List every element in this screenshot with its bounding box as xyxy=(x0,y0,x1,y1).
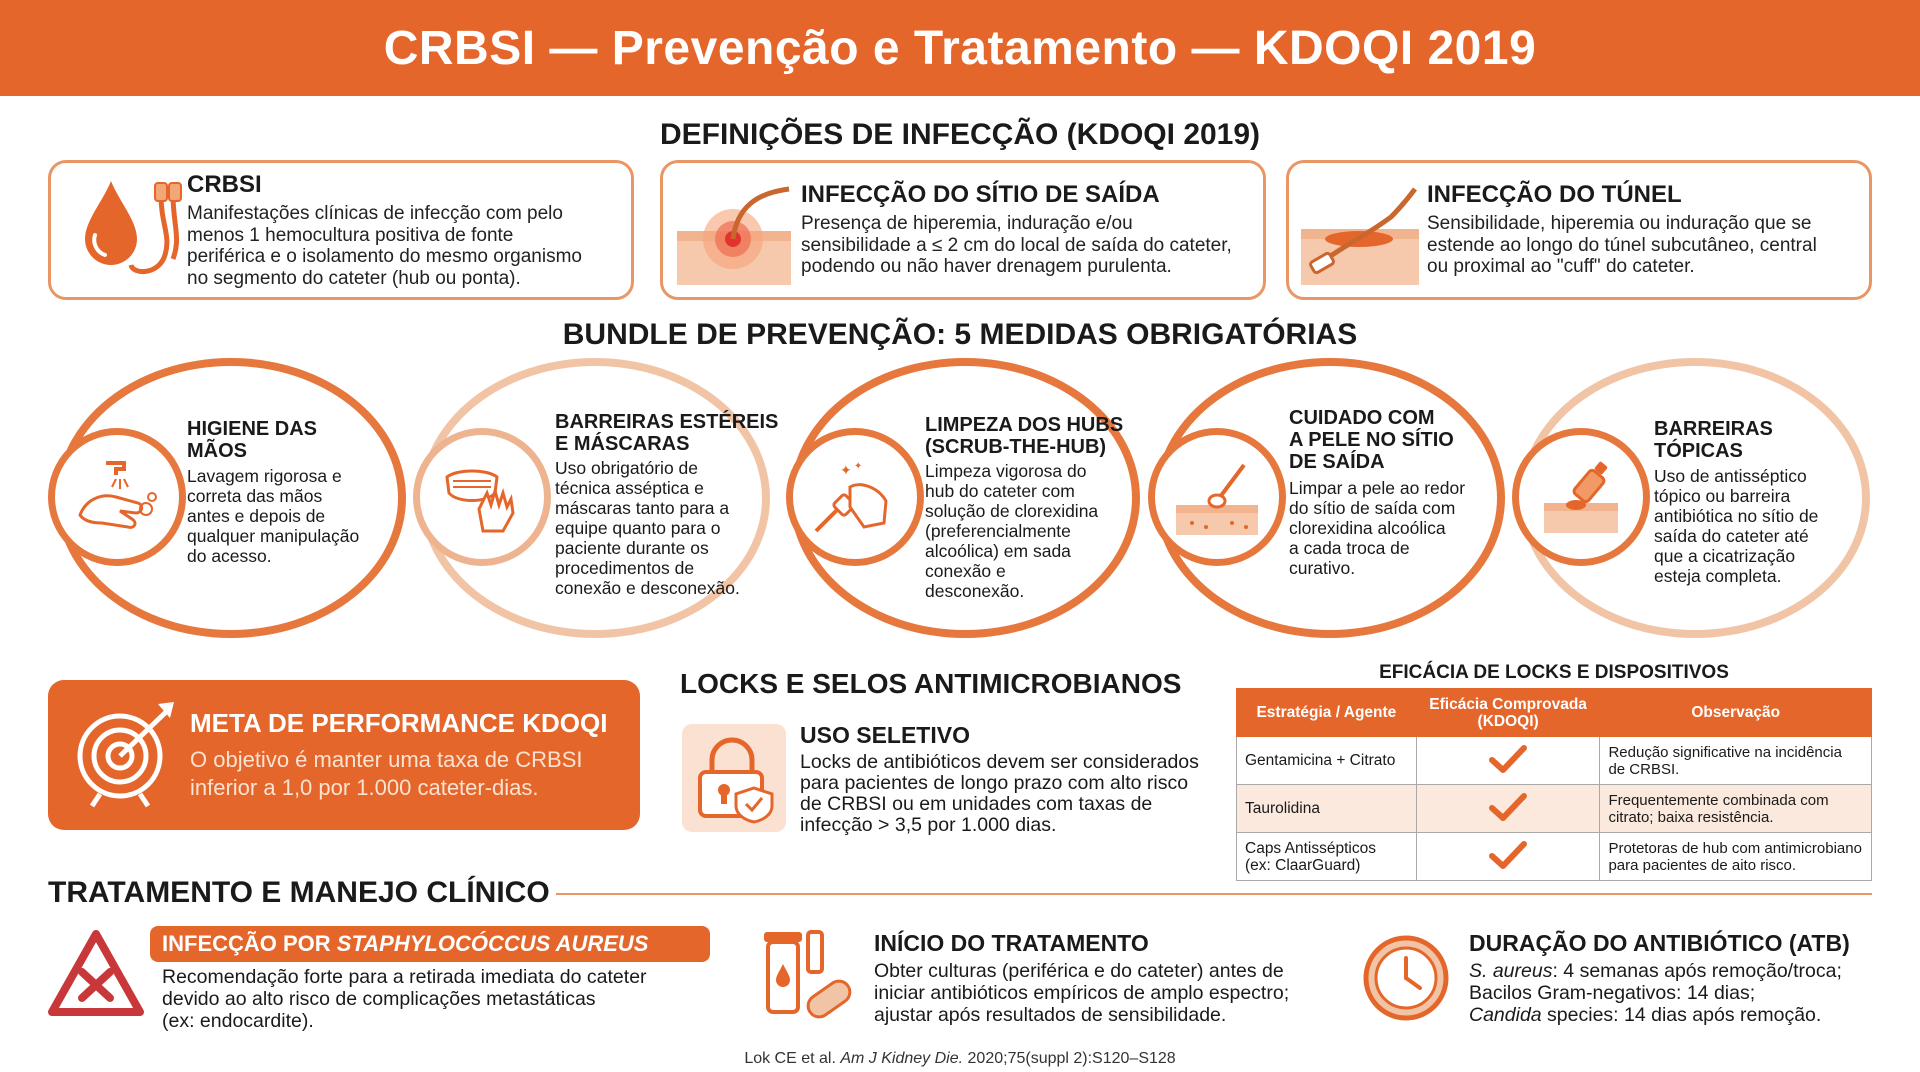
treatment-start-title: INÍCIO DO TRATAMENTO xyxy=(874,930,1149,956)
text-line: clorexidina alcoólica xyxy=(1289,518,1446,538)
staph-title-organism: STAPHYLOCÓCCUS AUREUS xyxy=(336,931,649,956)
text-line: (ex: endocardite). xyxy=(162,1010,314,1032)
text-line: HIGIENE DAS xyxy=(187,418,318,440)
text-line: iniciar antibióticos empíricos de amplo espectro; xyxy=(874,982,1290,1004)
text-line: ou proximal ao "cuff" do cateter. xyxy=(1427,256,1695,277)
text-line: paciente durante os xyxy=(555,538,709,558)
citation-journal: Am J Kidney Die. xyxy=(840,1050,964,1067)
text-line: tópico ou barreira xyxy=(1654,486,1791,506)
citation-authors: Lok CE et al. xyxy=(744,1050,841,1067)
text-line: Limpeza vigorosa do xyxy=(925,461,1087,481)
organism-name: Candida xyxy=(1469,1004,1542,1026)
bundle-icon-ring xyxy=(1512,428,1650,566)
text-line: a cada troca de xyxy=(1289,538,1410,558)
text-line: qualquer manipulação xyxy=(187,526,360,546)
efficacy-table xyxy=(1236,688,1872,881)
text-line: citrato; baixa resistência. xyxy=(1608,808,1774,826)
bundle-icon-ring xyxy=(48,428,186,566)
staph-title-bar xyxy=(150,926,710,962)
table-header-row xyxy=(1237,689,1872,737)
observation-cell xyxy=(1600,737,1872,785)
observation-cell xyxy=(1600,785,1872,833)
locks-subtitle: USO SELETIVO xyxy=(800,722,970,748)
duration-text: species: 14 dias após remoção. xyxy=(1541,1004,1822,1026)
text-line: MÃOS xyxy=(187,440,247,462)
bundle-item-title xyxy=(555,411,778,455)
exit-site-inflammation-icon xyxy=(677,177,791,285)
bundle-item-description xyxy=(555,458,740,598)
text-line: podendo ou não haver drenagem purulenta. xyxy=(801,256,1172,277)
bundle-section-title: BUNDLE DE PREVENÇÃO: 5 MEDIDAS OBRIGATÓRIAS xyxy=(562,318,1358,351)
text-line: Frequentemente combinada com xyxy=(1608,791,1829,809)
text-line xyxy=(1469,1004,1842,1026)
atb-duration-description xyxy=(1469,960,1842,1026)
bundle-item-title xyxy=(925,414,1123,458)
text-line: Protetoras de hub com antimicrobiano xyxy=(1608,839,1862,857)
header-banner xyxy=(0,0,1920,96)
bundle-item-title xyxy=(1654,418,1773,462)
definition-description xyxy=(1427,213,1817,278)
text-line: CUIDADO COM xyxy=(1289,407,1435,429)
text-line: Lavagem rigorosa e xyxy=(187,466,342,486)
mask-gloves-icon xyxy=(437,457,527,537)
text-line: (preferencialmente xyxy=(925,521,1071,541)
svg-text:✦: ✦ xyxy=(840,463,852,479)
text-line: alcoólica) em sada xyxy=(925,541,1071,561)
text-line: DE SAÍDA xyxy=(1289,451,1385,473)
bundle-icon-ring xyxy=(413,428,551,566)
efficacy-cell xyxy=(1416,785,1600,833)
topical-antiseptic-icon xyxy=(1536,457,1626,537)
text-line: periférica e o isolamento do mesmo organismo xyxy=(187,246,582,267)
text-line: devido ao alto risco de complicações metastáticas xyxy=(162,988,596,1010)
definition-card-crbsi xyxy=(48,160,634,300)
column-header-efficacy xyxy=(1416,689,1600,737)
text-line: conexão e desconexão. xyxy=(555,578,740,598)
skin-swab-icon xyxy=(1172,457,1262,537)
bundle-item-title xyxy=(1289,407,1454,473)
text-line: procedimentos de xyxy=(555,558,695,578)
text-line: esteja completa. xyxy=(1654,566,1782,586)
text-line: (SCRUB-THE-HUB) xyxy=(925,436,1107,458)
bundle-item-description xyxy=(925,461,1098,601)
text-line: equipe quanto para o xyxy=(555,518,721,538)
text-line: hub do cateter com xyxy=(925,481,1075,501)
text-line: E MÁSCARAS xyxy=(555,433,690,455)
text-line: infecção > 3,5 por 1.000 dias. xyxy=(800,814,1057,836)
treatment-section-title: TRATAMENTO E MANEJO CLÍNICO xyxy=(48,876,550,909)
bundle-item-title xyxy=(187,418,317,462)
column-header-strategy: Estratégia / Agente xyxy=(1237,689,1417,737)
text-line: Caps Antissépticos xyxy=(1245,839,1376,857)
bundle-item-description xyxy=(187,466,359,566)
bundle-item-description xyxy=(1654,466,1818,586)
text-line: Gentamicina + Citrato xyxy=(1245,752,1396,769)
definitions-section-title: DEFINIÇÕES DE INFECÇÃO (KDOQI 2019) xyxy=(659,118,1261,151)
citation xyxy=(0,1050,1920,1068)
text-line: BARREIRAS xyxy=(1654,418,1773,440)
text-line: saída do cateter até xyxy=(1654,526,1809,546)
locks-description xyxy=(800,752,1199,836)
locks-icon-box xyxy=(682,724,786,832)
text-line: sensibilidade a ≤ 2 cm do local de saída do cateter, xyxy=(801,234,1232,256)
text-line: LIMPEZA DOS HUBS xyxy=(925,414,1124,436)
text-line: (KDOQI) xyxy=(1477,712,1539,730)
text-line: conexão e xyxy=(925,561,1006,581)
text-line: no segmento do cateter (hub ou ponta). xyxy=(187,267,521,289)
table-row xyxy=(1237,833,1872,881)
duration-text: : 4 semanas após remoção/troca; xyxy=(1552,960,1842,982)
text-line: O objetivo é manter uma taxa de CRBSI xyxy=(190,747,583,772)
goal-title: META DE PERFORMANCE KDOQI xyxy=(190,708,608,738)
section-divider xyxy=(556,893,1872,895)
definition-card-exit-site xyxy=(660,160,1266,300)
table-title: EFICÁCIA DE LOCKS E DISPOSITIVOS xyxy=(1379,662,1729,683)
staph-description xyxy=(162,966,647,1032)
definition-description xyxy=(187,203,582,289)
text-line: técnica asséptica e xyxy=(555,478,704,498)
blood-culture-pills-icon xyxy=(756,924,856,1028)
text-line: Locks de antibióticos devem ser considerados xyxy=(800,751,1199,773)
text-line: máscaras tanto para a xyxy=(555,498,730,518)
definition-title: CRBSI xyxy=(187,171,262,198)
check-icon xyxy=(1488,744,1528,774)
efficacy-cell xyxy=(1416,737,1600,785)
text-line: Sensibilidade, hiperemia ou induração que se xyxy=(1427,213,1812,234)
text-line: BARREIRAS ESTÉREIS xyxy=(555,411,779,433)
text-line: para pacientes de aito risco. xyxy=(1608,856,1797,874)
text-line xyxy=(1469,960,1842,982)
text-line: antibiótica no sítio de xyxy=(1654,506,1819,526)
scrub-hub-icon xyxy=(810,457,900,537)
definition-title: INFECÇÃO DO TÚNEL xyxy=(1427,181,1682,208)
observation-cell xyxy=(1600,833,1872,881)
definition-card-tunnel xyxy=(1286,160,1872,300)
text-line: estende ao longo do túnel subcutâneo, central xyxy=(1427,234,1817,256)
bundle-icon-ring xyxy=(786,428,924,566)
warning-triangle-x-icon xyxy=(46,928,146,1020)
padlock-shield-icon xyxy=(694,734,776,824)
treatment-start-description xyxy=(874,960,1289,1026)
text-line: correta das mãos xyxy=(187,486,323,506)
bundle-icon-ring xyxy=(1148,428,1286,566)
text-line: de CRBSI ou em unidades com taxas de xyxy=(800,793,1153,815)
text-line: menos 1 hemocultura positiva de fonte xyxy=(187,224,514,246)
column-header-observation: Observação xyxy=(1600,689,1872,737)
text-line: TÓPICAS xyxy=(1654,440,1743,462)
text-line: curativo. xyxy=(1289,558,1356,578)
hand-washing-icon xyxy=(72,457,162,537)
text-line: A PELE NO SÍTIO xyxy=(1289,429,1454,451)
text-line: Eficácia Comprovada xyxy=(1429,695,1587,713)
text-line: antes e depois de xyxy=(187,506,326,526)
bundle-item-description xyxy=(1289,478,1465,578)
text-line: do sítio de saída com xyxy=(1289,498,1456,518)
citation-details: 2020;75(suppl 2):S120–S128 xyxy=(963,1050,1176,1067)
text-line: Redução significative na incidência xyxy=(1608,743,1842,761)
text-line: Presença de hiperemia, induração e/ou xyxy=(801,213,1133,234)
text-line: Manifestações clínicas de infecção com pelo xyxy=(187,203,563,224)
organism-name: S. aureus xyxy=(1469,960,1553,982)
text-line: que a cicatrização xyxy=(1654,546,1796,566)
text-line: solução de clorexidina xyxy=(925,501,1099,521)
text-line: Limpar a pele ao redor xyxy=(1289,478,1466,498)
locks-section-title: LOCKS E SELOS ANTIMICROBIANOS xyxy=(680,668,1182,699)
definition-description xyxy=(801,213,1232,278)
text-line: Uso obrigatório de xyxy=(555,458,698,478)
text-line: do acesso. xyxy=(187,546,272,566)
text-line: de CRBSI. xyxy=(1608,760,1680,778)
text-line: ajustar após resultados de sensibilidade. xyxy=(874,1004,1227,1026)
target-arrow-icon xyxy=(70,698,182,810)
clock-icon xyxy=(1362,934,1450,1022)
strategy-cell xyxy=(1237,737,1417,785)
efficacy-cell xyxy=(1416,833,1600,881)
performance-goal-box xyxy=(48,680,640,830)
atb-duration-title: DURAÇÃO DO ANTIBIÓTICO (ATB) xyxy=(1469,930,1850,956)
text-line: Bacilos Gram-negativos: 14 dias; xyxy=(1469,982,1756,1004)
text-line: Obter culturas (periférica e do cateter) antes de xyxy=(874,960,1284,982)
text-line: Recomendação forte para a retirada imediata do cateter xyxy=(162,966,647,988)
table-row xyxy=(1237,785,1872,833)
tunnel-catheter-icon xyxy=(1301,177,1419,285)
text-line: desconexão. xyxy=(925,581,1025,601)
text-line: para pacientes de longo prazo com alto risco xyxy=(800,772,1189,794)
goal-description xyxy=(190,746,583,802)
page-title: CRBSI — Prevenção e Tratamento — KDOQI 2019 xyxy=(383,21,1537,75)
text-line: (ex: ClaarGuard) xyxy=(1245,856,1361,874)
strategy-cell xyxy=(1237,785,1417,833)
definition-title: INFECÇÃO DO SÍTIO DE SAÍDA xyxy=(801,181,1160,208)
svg-text:✦: ✦ xyxy=(854,461,863,472)
strategy-cell xyxy=(1237,833,1417,881)
table-row xyxy=(1237,737,1872,785)
staph-title-prefix: INFECÇÃO POR xyxy=(162,931,337,956)
check-icon xyxy=(1488,840,1528,870)
text-line: inferior a 1,0 por 1.000 cateter-dias. xyxy=(190,775,539,800)
text-line: Taurolidina xyxy=(1245,800,1320,817)
blood-drop-catheter-icon xyxy=(73,175,191,285)
text-line: Uso de antisséptico xyxy=(1654,466,1807,486)
check-icon xyxy=(1488,792,1528,822)
